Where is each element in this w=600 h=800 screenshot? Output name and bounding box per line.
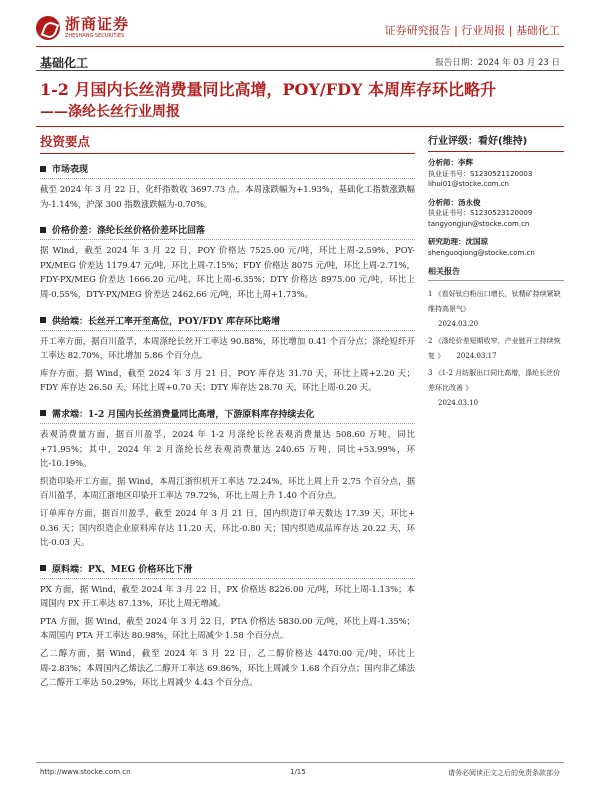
analyst-name: 分析师：李辉 <box>428 158 473 167</box>
section-divider <box>40 578 415 579</box>
related-divider <box>428 280 564 281</box>
section-heading: 价格价差：涤纶长丝价格价差环比回落 <box>52 226 206 237</box>
bullet-square-icon <box>40 166 46 172</box>
header-divider <box>36 46 564 47</box>
section-market <box>40 162 415 211</box>
paragraph: 库存方面，据 Wind，截至 2024 年 3 月 21 日，POY 库存达 31.70 天，环比上周+2.20 天；FDY 库存达 26.50 天，环比上周+0.70 天；DTY 库存达 28.70 天，环比上周-0.20 天。 <box>40 367 415 393</box>
paragraph: 织造印染开工方面，据 Wind，本周江浙织机开工率达 72.24%，环比上周上升 2.75 个百分点，据百川盈孚，本周江浙地区印染开工率达 79.72%，环比上周上升 1.40 个百分点。 <box>40 475 415 501</box>
section-heading: 原料端：PX、MEG 价格环比下滑 <box>52 564 193 575</box>
analyst-card <box>428 158 564 190</box>
footer-website[interactable]: http://www.stocke.com.cn <box>40 768 131 776</box>
sidebar <box>428 132 564 413</box>
paragraph: 乙二醇方面，据 Wind，截至 2024 年 3 月 22 日，乙二醇价格达 4470.00 元/吨，环比上周-2.83%；本周国内乙烯法乙二醇开工率达 69.86%，环比上周减少 1.68 个百分点；国内非乙烯法乙二醇开工率达 50.29%，环比上周减少 4.43 个百分点。 <box>40 648 415 688</box>
related-report-date: 2024.03.10 <box>438 399 479 407</box>
footer-disclaimer: 请务必阅读正文之后的免责条款部分 <box>448 769 560 777</box>
section-divider <box>40 178 415 179</box>
footer-divider <box>36 762 564 763</box>
key-points-heading: 投资要点 <box>40 134 91 149</box>
analyst-name: 研究助理：沈国琼 <box>428 237 488 246</box>
paragraph: 订单库存方面，据百川盈孚，截至 2024 年 3 月 21 日，国内织造订单天数达 17.39 天，环比+ 0.36 天；国内织造企业原料库存达 11.20 天，环比-0.80 天；国内织造成品库存达 20.22 天，环比-0.03 天。 <box>40 507 415 548</box>
analyst-cert: 执业证书号：S1230523120009 <box>428 209 533 217</box>
report-subtitle: ——涤纶长丝行业周报 <box>40 104 180 120</box>
section-heading: 需求端：1-2 月国内长丝消费量同比高增，下游原料库存持续去化 <box>52 409 315 420</box>
bullet-square-icon <box>40 565 46 571</box>
bullet-square-icon <box>40 317 46 323</box>
paragraph: 据 Wind，截至 2024 年 3 月 22 日，POY 价格达 7525.00 元/吨，环比上周-2.59%，POY-PX/MEG 价差达 1179.47 元/吨，环比上周-7.15%；FDY 价格达 8075 元/吨，环比上周-2.71%，FDY-PX/MEG 价差达 1666.20 元/吨，环比上周-6.35%；DTY 价格达 8975.00 元/吨，环比上周-0.55%，DTY-PX/MEG 价差达 2462.66 元/吨，环比上周+1.73%。 <box>40 245 415 299</box>
industry-rating: 行业评级：看好(维持) <box>428 136 528 147</box>
report-date: 报告日期：2024 年 03 月 23 日 <box>435 58 560 68</box>
sector-label: 基础化工 <box>40 56 89 70</box>
section-divider <box>40 330 415 331</box>
report-tagline: 证券研究报告 | 行业周报 | 基础化工 <box>384 24 560 37</box>
section-divider <box>40 239 415 240</box>
company-logo <box>36 14 176 42</box>
header-divider-2 <box>36 70 564 71</box>
related-report-item[interactable] <box>428 287 564 332</box>
analyst-card <box>428 198 564 230</box>
related-report-date: 2024.03.17 <box>456 352 497 360</box>
title-divider <box>36 126 564 127</box>
logo-name: 浙商证券 <box>65 15 130 33</box>
section-supply <box>40 314 415 395</box>
analyst-card <box>428 237 564 258</box>
main-content <box>40 132 415 702</box>
section-heading: 供给端：长丝开工率开至高位，POY/FDY 库存环比略增 <box>52 316 281 327</box>
analyst-email[interactable]: tangyongjun@stocke.com.cn <box>428 219 530 228</box>
related-report-title[interactable]: 3 《1-2 月纺服出口同比高增，涤纶长丝价差环比改善 》 <box>428 369 561 392</box>
related-report-item[interactable] <box>428 366 564 411</box>
analyst-name: 分析师：汤永俊 <box>428 197 481 207</box>
paragraph: 开工率方面，据百川盈孚，本周涤纶长丝开工率达 90.88%，环比增加 0.41 个百分点；涤纶短纤开工率达 82.70%，环比增加 5.86 个百分点。 <box>40 335 415 361</box>
section-heading: 市场表现 <box>52 165 89 175</box>
related-reports-heading: 相关报告 <box>428 267 460 276</box>
section-price-spread <box>40 223 415 301</box>
section-divider <box>40 423 415 424</box>
related-report-title[interactable]: 1 《看好钛白粉出口增长，钛精矿持续紧缺维持高景气》 <box>428 290 561 313</box>
bullet-square-icon <box>40 410 46 416</box>
paragraph: 截至 2024 年 3 月 22 日，化纤指数收 3697.73 点，本周涨跌幅为+1.93%，基础化工指数涨跌幅为-1.14%，沪深 300 指数涨跌幅为-0.70%。 <box>40 184 415 209</box>
rating-divider <box>428 151 564 152</box>
related-report-date: 2024.03.20 <box>438 320 479 328</box>
analyst-email[interactable]: shenguoqiong@stocke.com.cn <box>428 248 535 257</box>
analyst-email[interactable]: lihui01@stocke.com.cn <box>428 180 509 188</box>
page-number: 1/15 <box>290 768 306 776</box>
logo-icon <box>36 16 60 40</box>
related-report-title[interactable]: 2 《涤纶价差短期收窄，产业链开工持续恢复 》 <box>428 337 561 360</box>
paragraph: PX 方面，据 Wind，截至 2024 年 3 月 22 日，PX 价格达 8226.00 元/吨，环比上周-1.13%；本周国内 PX 开工率达 87.13%，环比上周无增减。 <box>40 583 415 609</box>
report-title: 1-2 月国内长丝消费量同比高增，POY/FDY 本周库存环比略升 <box>40 80 496 99</box>
section-demand <box>40 407 415 550</box>
section-raw-materials <box>40 562 415 690</box>
bullet-square-icon <box>40 227 46 233</box>
key-points-divider <box>40 153 415 154</box>
related-report-item[interactable] <box>428 334 564 364</box>
analyst-cert: 执业证书号：S1230521120003 <box>428 169 533 178</box>
paragraph: PTA 方面，据 Wind，截至 2024 年 3 月 22 日，PTA 价格达 5830.00 元/吨，环比上周-1.35%；本周国内 PTA 开工率达 80.98%，环比上周减少 1.58 个百分点。 <box>40 615 415 641</box>
paragraph: 表观消费量方面，据百川盈孚，2024 年 1-2 月涤纶长丝表观消费量达 508.60 万吨，同比+71.95%；其中，2024 年 2 月涤纶长丝表观消费量达 240.65 万吨，同比+53.99%，环比-10.19%。 <box>40 428 415 469</box>
logo-name-en: ZHESHANG SECURITIES <box>65 33 125 39</box>
